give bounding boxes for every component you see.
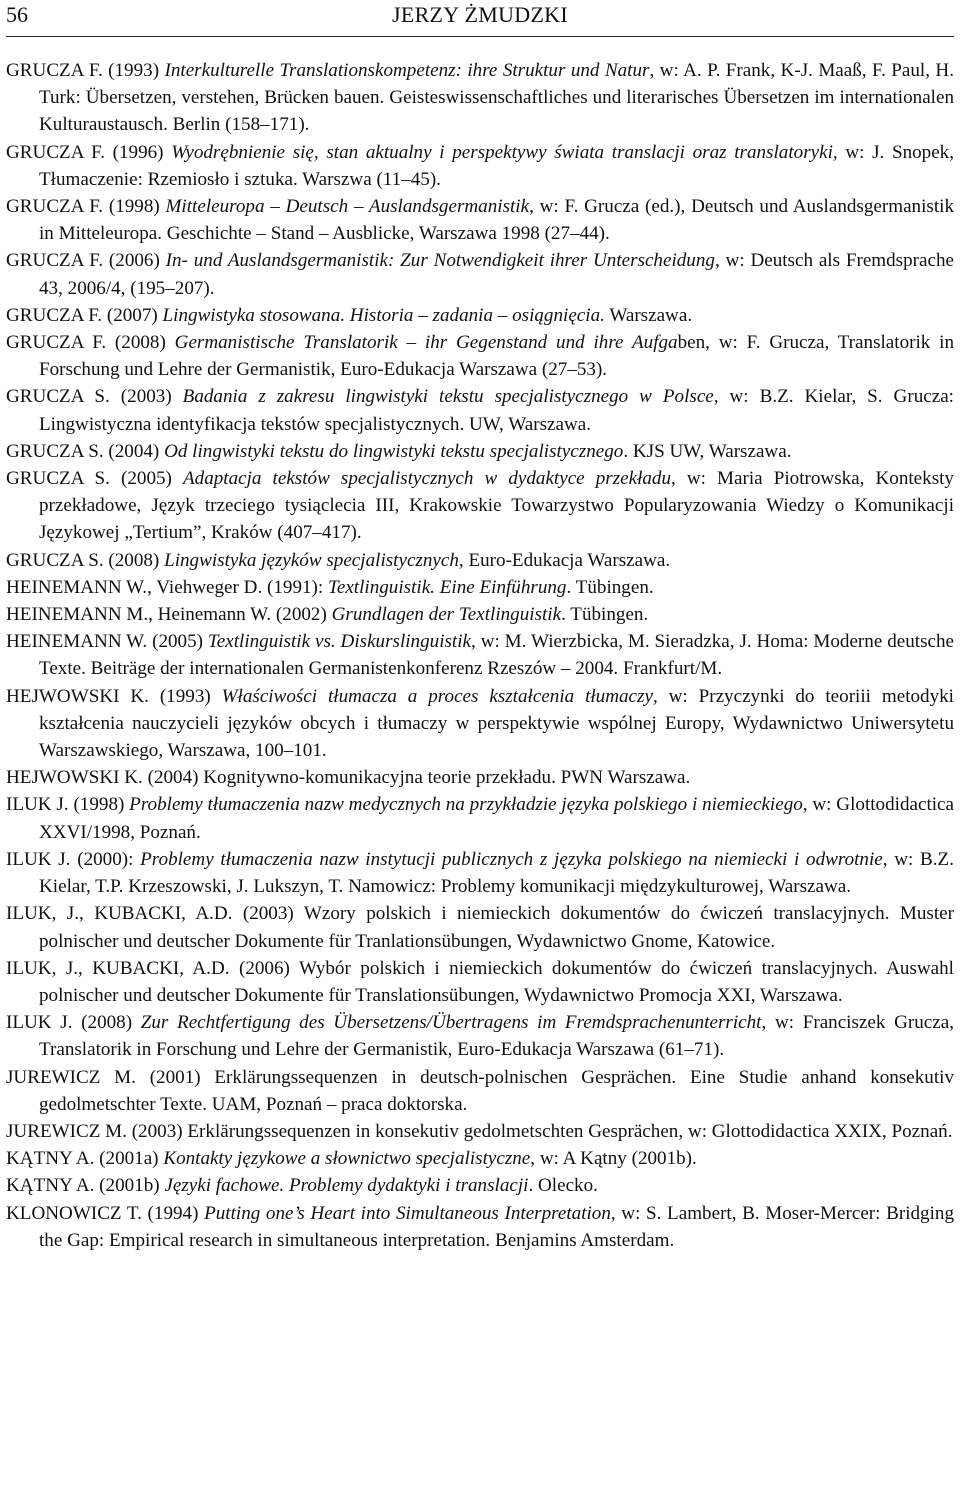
bibliography-entry [6, 302, 954, 329]
bibliography-entry [6, 683, 954, 765]
entry-author-year: ILUK, J., KUBACKI, A.D. (2006) Wybór polskich i niemieckich dokumentów do ćwiczeń translacyjnych. Auswahl polnischer und deutscher Dokumente für Translationsübungen, Wydawnictwo Promocja XXI, Warszawa. [6, 957, 954, 1006]
bibliography-entry [6, 900, 954, 954]
bibliography-entry [6, 791, 954, 845]
entry-details: ben, w: F. Grucza, Translatorik in Forschung und Lehre der Germanistik, Euro-Edukacja Warszawa (27–53). [39, 332, 954, 381]
entry-author-year: JUREWICZ M. (2003) Erklärungssequenzen in konsekutiv gedolmetschten Gesprächen, w: Glottodidactica XXIX, Poznań. [6, 1120, 953, 1142]
entry-author-year: HEJWOWSKI K. (2004) Kognitywno-komunikacyjna teorie przekładu. PWN Warszawa. [6, 767, 691, 789]
entry-title: Od lingwistyki tekstu do lingwistyki tekstu specjalistycznego [164, 440, 624, 462]
bibliography-entry [6, 601, 954, 628]
entry-author-year: ILUK J. (2008) [6, 1012, 141, 1034]
entry-author-year: GRUCZA S. (2008) [6, 549, 165, 571]
entry-details: . Tübingen. [561, 604, 649, 626]
bibliography-entry [6, 1118, 954, 1145]
bibliography-list [6, 57, 954, 1254]
entry-title: Grundlagen der Textlinguistik [331, 604, 562, 626]
entry-title: Języki fachowe. Problemy dydaktyki i translacji [164, 1175, 529, 1197]
entry-author-year: GRUCZA F. (2008) [6, 332, 175, 354]
entry-details: . Olecko. [528, 1175, 598, 1197]
entry-details: , w: Maria Piotrowska, Konteksty przekładowe, Język trzeciego tysiąclecia III, Krakowskie Towarzystwo Popularyzowania Wiedzy o Komunikacji Językowej „Tertium”, Kraków (407–417). [39, 468, 954, 544]
entry-title: Problemy tłumaczenia nazw instytucji publicznych z języka polskiego na niemiecki i odwrotnie [140, 848, 883, 870]
entry-details: , w: J. Snopek, Tłumaczenie: Rzemiosło i sztuka. Warszwa (11–45). [39, 141, 954, 190]
bibliography-entry [6, 1009, 954, 1063]
running-title: JERZY ŻMUDZKI [391, 2, 568, 27]
bibliography-entry [6, 846, 954, 900]
bibliography-entry [6, 955, 954, 1009]
entry-title: Lingwistyka stosowana. Historia – zadania – osiągnięcia. [162, 304, 605, 326]
entry-details: , w: Przyczynki do teoriii metodyki kształcenia nauczycieli języków obcych i tłumaczy w perspektywie wspólnej Europy, Wydawnictwo Uniwersytetu Warszawskiego, Warszawa, 100–101. [39, 685, 954, 762]
entry-title: Putting one’s Heart into Simultaneous Interpretation [204, 1202, 611, 1224]
bibliography-entry [6, 465, 954, 547]
entry-title: Kontakty językowe a słownictwo specjalistyczne [163, 1148, 531, 1170]
entry-title: In- und Auslandsgermanistik: Zur Notwendigkeit ihrer Unterscheidung [165, 250, 715, 272]
bibliography-entry [6, 547, 954, 574]
entry-title: Germanistische Translatorik – ihr Gegenstand und ihre Aufga [174, 332, 678, 354]
entry-details: , w: M. Wierzbicka, M. Sieradzka, J. Homa: Moderne deutsche Texte. Beiträge der internationalen Germanistenkonferenz Rzeszów – 2004. Frankfurt/M. [39, 631, 955, 680]
entry-details: Warszawa. [604, 304, 693, 326]
bibliography-entry [6, 1145, 954, 1172]
entry-author-year: KĄTNY A. (2001b) [6, 1175, 165, 1197]
entry-author-year: HEJWOWSKI K. (1993) [6, 685, 222, 707]
entry-author-year: KLONOWICZ T. (1994) [6, 1202, 205, 1224]
entry-title: Adaptacja tekstów specjalistycznych w dydaktyce przekładu [182, 468, 672, 490]
entry-author-year: GRUCZA S. (2005) [6, 468, 183, 490]
entry-title: Właściwości tłumacza a proces kształcenia tłumaczy [221, 685, 653, 707]
entry-author-year: GRUCZA F. (1996) [6, 141, 172, 163]
entry-title: Lingwistyka języków specjalistycznych [164, 549, 459, 571]
entry-author-year: GRUCZA F. (1993) [6, 60, 165, 81]
bibliography-entry [6, 139, 954, 193]
entry-author-year: GRUCZA F. (2006) [6, 250, 166, 272]
entry-details: , w: F. Grucza (ed.), Deutsch und Auslandsgermanistik in Mitteleuropa. Geschichte – Stand – Ausblicke, Warszawa 1998 (27–44). [39, 196, 954, 245]
page-header [6, 0, 954, 37]
entry-author-year: HEINEMANN M., Heinemann W. (2002) [6, 604, 332, 626]
entry-author-year: GRUCZA S. (2003) [6, 386, 183, 408]
bibliography-entry [6, 383, 954, 437]
entry-details: , w: B.Z. Kielar, T.P. Krzeszowski, J. Lukszyn, T. Namowicz: Problemy komunikacji międzykulturowej, Warszawa. [39, 848, 954, 898]
bibliography-entry [6, 438, 954, 465]
bibliography-entry [6, 193, 954, 247]
entry-title: Mitteleuropa – Deutsch – Auslandsgermanistik [165, 196, 530, 218]
entry-author-year: JUREWICZ M. (2001) Erklärungssequenzen in deutsch-polnischen Gesprächen. Eine Studie anhand konsekutiv gedolmetschter Texte. UAM, Poznań – praca doktorska. [6, 1066, 954, 1115]
entry-author-year: HEINEMANN W. (2005) [6, 631, 208, 653]
entry-details: , w: A. P. Frank, K-J. Maaß, F. Paul, H. Turk: Übersetzen, verstehen, Brücken bauen. Geisteswissenschaftliches und literarisches Übersetzen im internationalen Kulturaustausch. Berlin (158–171). [39, 60, 954, 136]
entry-details: , w: Deutsch als Fremdsprache 43, 2006/4, (195–207). [39, 250, 954, 299]
entry-title: Textlinguistik. Eine Einführung [327, 576, 567, 598]
bibliography-entry [6, 1064, 954, 1118]
entry-title: Problemy tłumaczenia nazw medycznych na przykładzie języka polskiego i niemieckiego [129, 794, 803, 816]
bibliography-entry [6, 764, 954, 791]
entry-author-year: GRUCZA F. (1998) [6, 196, 166, 218]
entry-author-year: KĄTNY A. (2001a) [6, 1148, 164, 1170]
entry-author-year: HEINEMANN W., Viehweger D. (1991): [6, 576, 328, 598]
entry-details: , w: B.Z. Kielar, S. Grucza: Lingwistyczna identyfikacja tekstów specjalistycznych. UW, Warszawa. [39, 386, 954, 435]
entry-title: Interkulturelle Translationskompetenz: ihre Struktur und Natur [164, 60, 650, 81]
entry-author-year: ILUK J. (1998) [6, 794, 130, 816]
entry-details: . KJS UW, Warszawa. [623, 440, 792, 462]
bibliography-entry [6, 574, 954, 601]
bibliography-entry [6, 628, 954, 682]
entry-title: Zur Rechtfertigung des Übersetzens/Übertragens im Fremdsprachenunterricht [140, 1012, 762, 1034]
entry-details: , w: A Kątny (2001b). [530, 1148, 697, 1170]
bibliography-entry [6, 329, 954, 383]
entry-author-year: ILUK J. (2000): [6, 848, 141, 870]
entry-details: , Euro-Edukacja Warszawa. [458, 549, 671, 571]
bibliography-entry [6, 57, 954, 139]
entry-author-year: GRUCZA F. (2007) [6, 304, 163, 326]
entry-details: . Tübingen. [566, 576, 654, 598]
bibliography-entry [6, 1200, 954, 1254]
entry-author-year: ILUK, J., KUBACKI, A.D. (2003) Wzory polskich i niemieckich dokumentów do ćwiczeń translacyjnych. Muster polnischer und deutscher Dokumente für Tranlationsübungen, Wydawnictwo Gnome, Katowice. [6, 903, 954, 952]
bibliography-entry [6, 247, 954, 301]
entry-title: Badania z zakresu lingwistyki tekstu specjalistycznego w Polsce [182, 386, 714, 408]
bibliography-entry [6, 1172, 954, 1199]
entry-title: Textlinguistik vs. Diskurslinguistik [207, 631, 472, 653]
entry-title: Wyodrębnienie się, stan aktualny i perspektywy świata translacji oraz translatoryki [171, 141, 833, 163]
entry-details: , w: Glottodidactica XXVI/1998, Poznań. [39, 794, 955, 843]
page-number: 56 [6, 2, 28, 27]
entry-details: , w: Franciszek Grucza, Translatorik in Forschung und Lehre der Germanistik, Euro-Edukacja Warszawa (61–71). [39, 1012, 954, 1061]
entry-details: , w: S. Lambert, B. Moser-Mercer: Bridging the Gap: Empirical research in simultaneous interpretation. Benjamins Amsterdam. [39, 1202, 954, 1251]
entry-author-year: GRUCZA S. (2004) [6, 440, 165, 462]
